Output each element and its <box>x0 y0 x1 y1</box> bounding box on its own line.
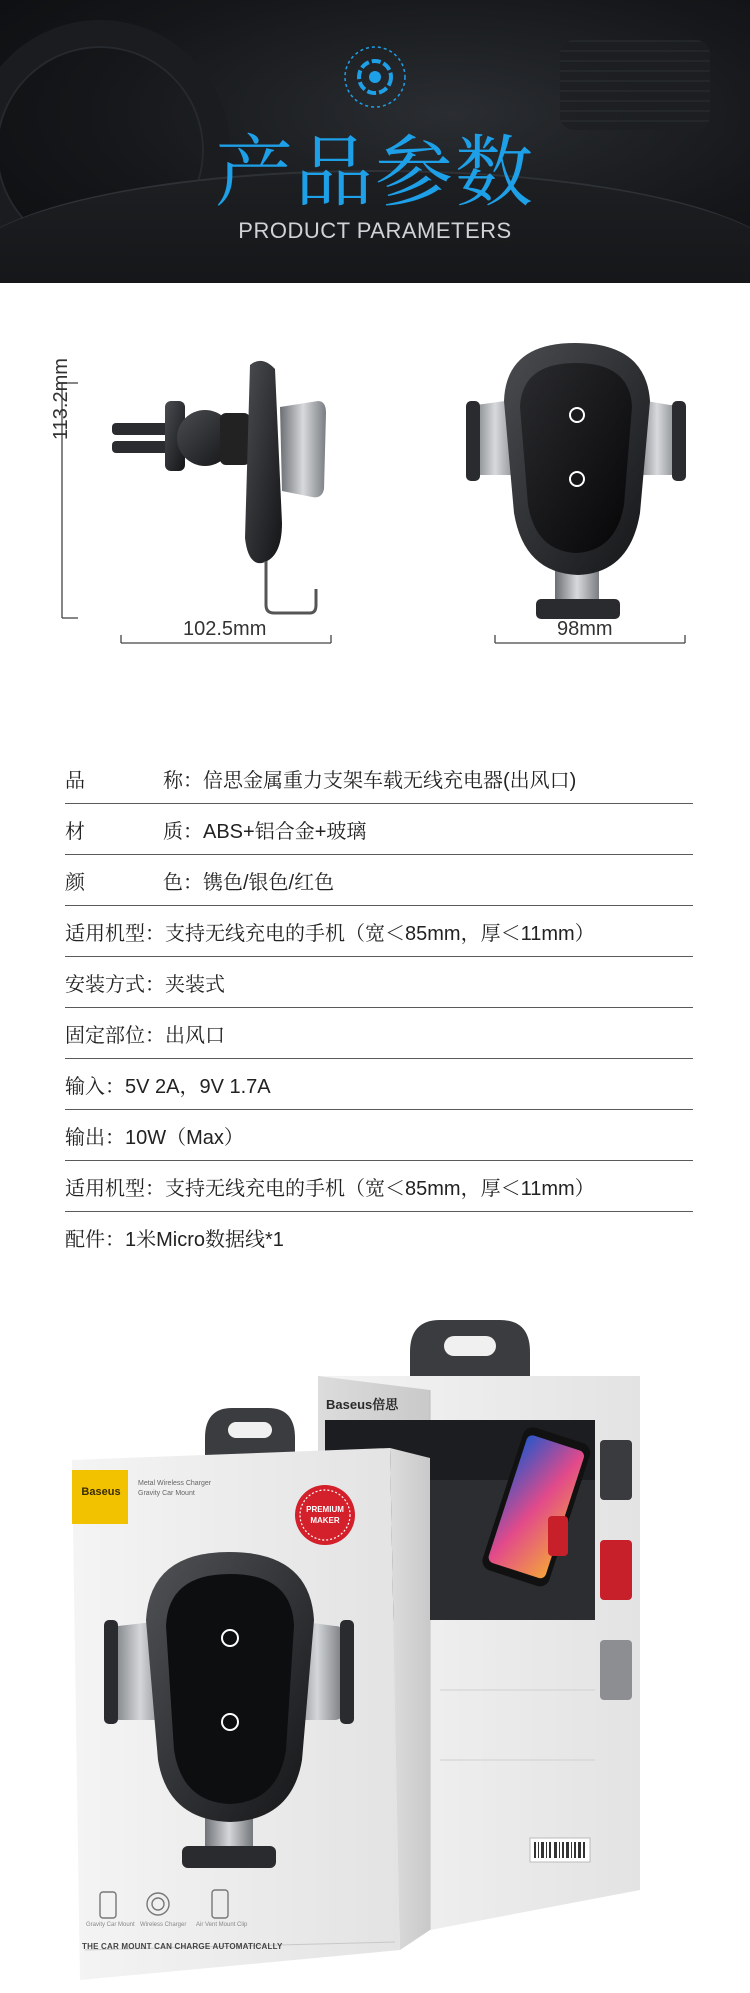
spec-row <box>65 906 693 957</box>
package-slogan: THE CAR MOUNT CAN CHARGE AUTOMATICALLY <box>82 1942 283 1951</box>
spec-row <box>65 1161 693 1212</box>
wireless-logo-icon <box>342 44 408 110</box>
spec-value: 支持无线充电的手机（宽＜85mm，厚＜11mm） <box>165 1177 595 1200</box>
spec-key: 固定部位 <box>65 1024 145 1047</box>
dimension-depth-label: 102.5mm <box>183 618 267 640</box>
side-view-drawing <box>62 361 331 643</box>
spec-key-text: 材 质 <box>65 820 183 843</box>
spec-key: 配件 <box>65 1229 105 1251</box>
package-feature-1: Gravity Car Mount <box>86 1922 135 1928</box>
spec-key <box>65 866 183 895</box>
package-product-name-2: Gravity Car Mount <box>138 1490 195 1497</box>
dimension-drawings <box>0 283 750 703</box>
package-brand-front: Baseus <box>81 1486 121 1498</box>
spec-separator: ： <box>105 1126 125 1149</box>
spec-separator: ： <box>145 1024 165 1047</box>
package-feature-2: Wireless Charger <box>140 1922 187 1928</box>
spec-row <box>65 804 693 855</box>
spec-table <box>65 753 693 1263</box>
spec-row <box>65 1212 693 1263</box>
spec-value: 5V 2A，9V 1.7A <box>125 1075 271 1098</box>
spec-key: 安装方式 <box>65 973 145 996</box>
air-vent-backdrop <box>560 40 710 130</box>
page-subtitle: PRODUCT PARAMETERS <box>238 218 512 243</box>
spec-separator: ： <box>183 820 203 843</box>
spec-row <box>65 1059 693 1110</box>
spec-separator: ： <box>183 769 203 792</box>
spec-value: 出风口 <box>165 1024 225 1047</box>
spec-value: 1米Micro数据线*1 <box>125 1229 284 1251</box>
front-view-drawing <box>466 343 686 643</box>
dimension-height-label: 113.2mm <box>50 358 72 440</box>
package-brand-back: Baseus倍思 <box>326 1397 399 1412</box>
spec-row <box>65 957 693 1008</box>
spec-row <box>65 855 693 906</box>
spec-key: 输入 <box>65 1075 105 1098</box>
spec-value: 夹装式 <box>165 973 225 996</box>
spec-key: 适用机型 <box>65 922 145 945</box>
package-product-name-1: Metal Wireless Charger <box>138 1480 212 1487</box>
spec-key: 适用机型 <box>65 1177 145 1200</box>
package-feature-3: Air Vent Mount Clip <box>196 1922 248 1928</box>
header-banner <box>0 0 750 283</box>
spec-key-text: 品 称 <box>65 769 183 792</box>
spec-value: 10W（Max） <box>125 1126 244 1149</box>
spec-value: 倍思金属重力支架车载无线充电器(出风口) <box>203 769 577 792</box>
spec-separator: ： <box>105 1229 125 1251</box>
spec-row <box>65 1008 693 1059</box>
spec-value: 支持无线充电的手机（宽＜85mm，厚＜11mm） <box>165 922 595 945</box>
page-title: 产品参数 <box>214 128 535 218</box>
spec-key: 输出 <box>65 1126 105 1149</box>
spec-key-text: 颜 色 <box>65 871 183 894</box>
spec-separator: ： <box>145 922 165 945</box>
spec-key <box>65 815 183 844</box>
premium-badge-line1: PREMIUM <box>306 1505 344 1514</box>
spec-value: 镌色/银色/红色 <box>203 871 335 894</box>
spec-separator: ： <box>183 871 203 894</box>
spec-key <box>65 764 183 793</box>
premium-badge-line2: MAKER <box>310 1516 340 1525</box>
spec-row <box>65 1110 693 1161</box>
spec-value: ABS+铝合金+玻璃 <box>203 820 367 843</box>
dimension-width-label: 98mm <box>557 618 613 640</box>
spec-separator: ： <box>145 1177 165 1200</box>
spec-separator: ： <box>105 1075 125 1098</box>
spec-row <box>65 753 693 804</box>
spec-separator: ： <box>145 973 165 996</box>
